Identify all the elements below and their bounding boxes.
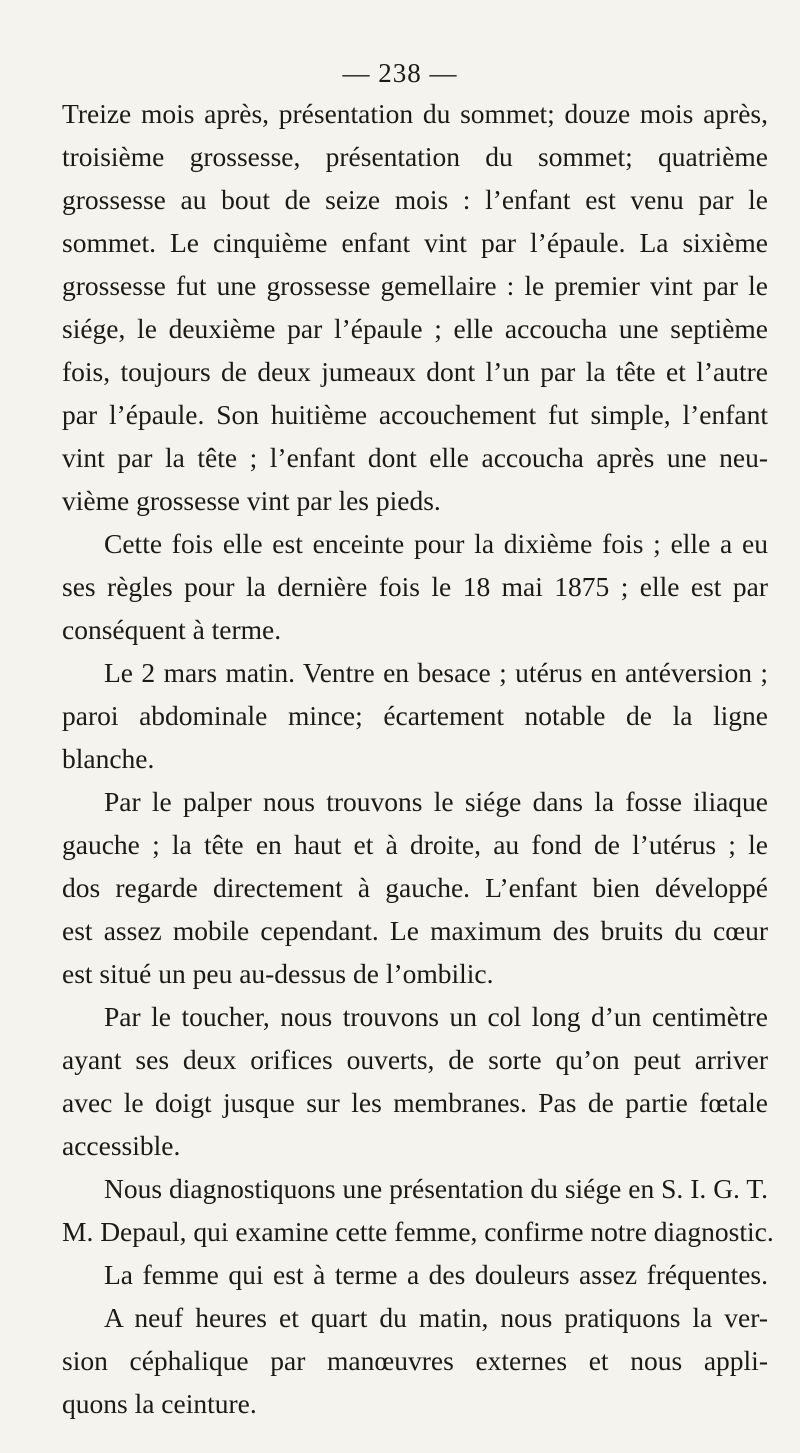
text-line: conséquent à terme. [62, 614, 282, 645]
text-line: dos regarde directement à gauche. L’enfant bien développé [62, 872, 768, 903]
text-line: fois, toujours de deux jumeaux dont l’un par la tête et l’autre [62, 356, 768, 387]
text-line: blanche. [62, 743, 155, 774]
text-line: La femme qui est à terme a des douleurs assez fréquentes. [104, 1259, 768, 1290]
text-line: accessible. [62, 1130, 181, 1161]
text-line: est assez mobile cependant. Le maximum des bruits du cœur [62, 915, 768, 946]
text-line: par l’épaule. Son huitième accouchement fut simple, l’enfant [62, 399, 768, 430]
text-line: grossesse fut une grossesse gemellaire : le premier vint par le [62, 270, 768, 301]
text-line: siége, le deuxième par l’épaule ; elle accoucha une septième [62, 313, 768, 344]
text-line: ses règles pour la dernière fois le 18 mai 1875 ; elle est par [62, 571, 768, 602]
text-line: Par le palper nous trouvons le siége dans la fosse iliaque [104, 786, 768, 817]
text-line: ayant ses deux orifices ouverts, de sorte qu’on peut arriver [62, 1044, 768, 1075]
body-text [62, 92, 774, 1425]
text-line: vième grossesse vint par les pieds. [62, 485, 441, 516]
text-line: M. Depaul, qui examine cette femme, confirme notre diagnostic. [62, 1216, 774, 1247]
text-line: vint par la tête ; l’enfant dont elle accoucha après une neu- [62, 442, 768, 473]
text-line: Nous diagnostiquons une présentation du siége en S. I. G. T. [104, 1173, 768, 1204]
text-line: avec le doigt jusque sur les membranes. Pas de partie fœtale [62, 1087, 768, 1118]
text-line: est situé un peu au-dessus de l’ombilic. [62, 958, 494, 989]
text-line: grossesse au bout de seize mois : l’enfant est venu par le [62, 184, 768, 215]
text-line: A neuf heures et quart du matin, nous pratiquons la ver- [104, 1302, 768, 1333]
text-line: Treize mois après, présentation du sommet; douze mois après, [62, 98, 768, 129]
text-line: Cette fois elle est enceinte pour la dixième fois ; elle a eu [104, 528, 768, 559]
text-line: quons la ceinture. [62, 1388, 257, 1419]
text-line: sommet. Le cinquième enfant vint par l’épaule. La sixième [62, 227, 768, 258]
text-line: gauche ; la tête en haut et à droite, au fond de l’utérus ; le [62, 829, 768, 860]
text-line: Le 2 mars matin. Ventre en besace ; utérus en antéversion ; [104, 657, 768, 688]
page-number: — 238 — [342, 58, 458, 88]
text-line: troisième grossesse, présentation du sommet; quatrième [62, 141, 768, 172]
text-line: Par le toucher, nous trouvons un col long d’un centimètre [104, 1001, 768, 1032]
text-line: paroi abdominale mince; écartement notable de la ligne [62, 700, 768, 731]
text-line: sion céphalique par manœuvres externes et nous appli- [62, 1345, 768, 1376]
